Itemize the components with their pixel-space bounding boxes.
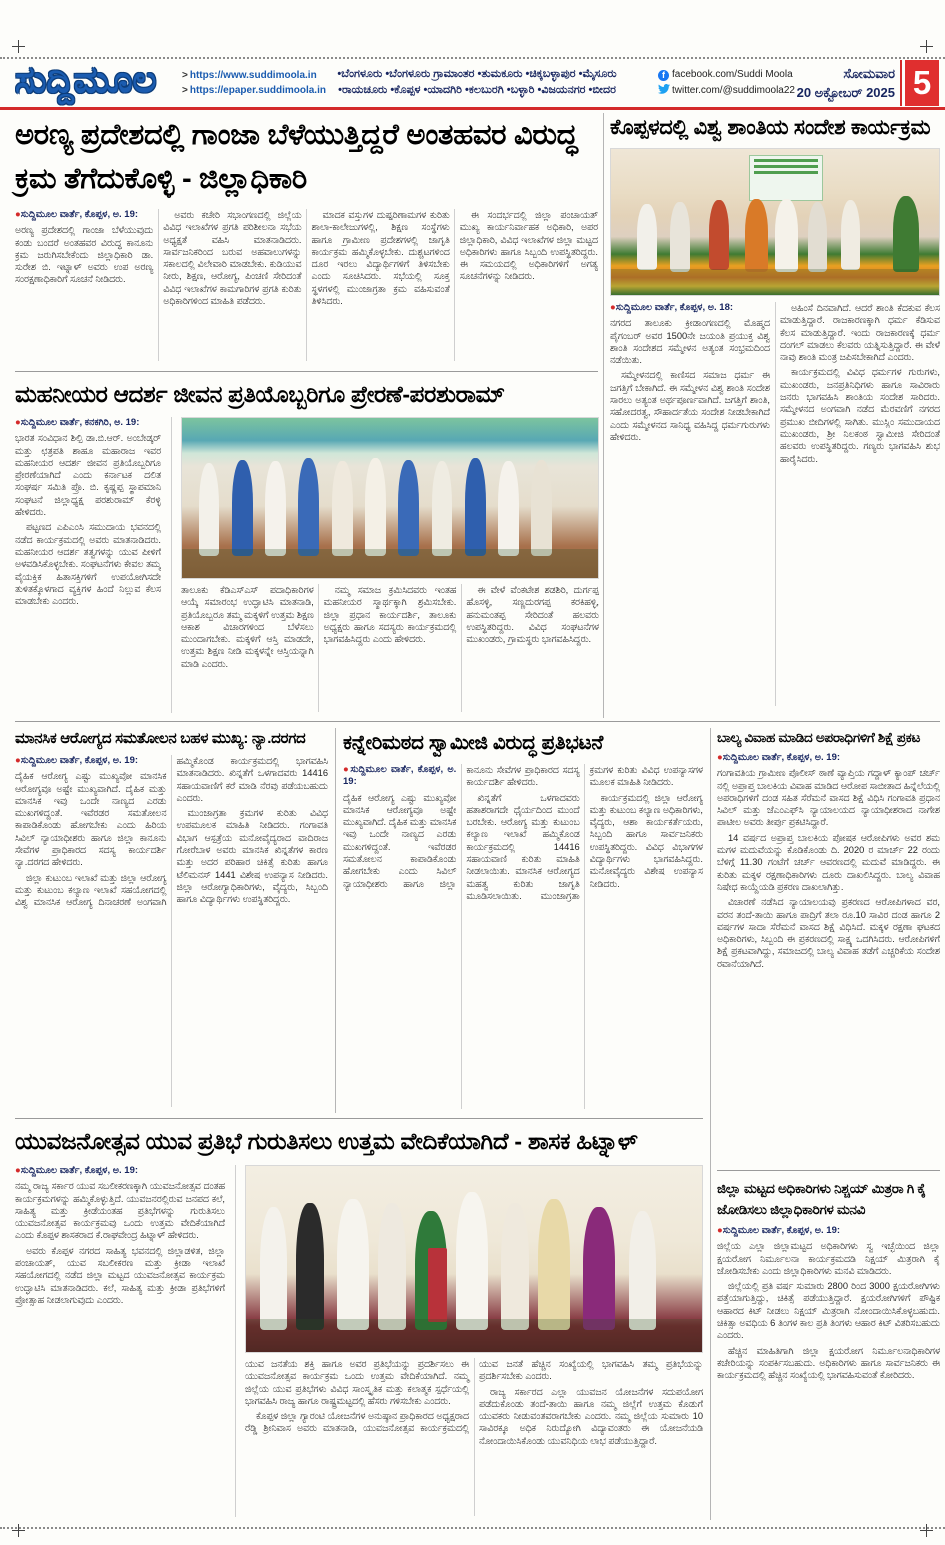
photo-shadow xyxy=(246,1319,702,1352)
twitter-icon xyxy=(658,84,670,94)
person-figure xyxy=(265,461,286,555)
city-edition-list xyxy=(308,66,646,98)
crop-mark-top-left xyxy=(12,40,25,53)
person-figure xyxy=(538,1199,570,1329)
article-paragraph: ಮುಂಜಾಗ್ರತಾ ಕ್ರಮಗಳ ಕುರಿತು ವಿವಿಧ ಉಪಮೂಲಕ ಮಾಹಿತಿ ನೀಡಿದರು. ಗಂಗಾವತಿ ವಿಭಾಗ ಆಸ್ಪತ್ರೆಯ ಮನೋವೈದ್ಯರಾದ ವಾದಿರಾಜ ಗೋರೆಬಾಳ ಅವರು ಮಾನಸಿಕ ಖಿನ್ನತೆಗಳ ಕಾರಣ ಮತ್ತು ಅದರ ಪರಿಹಾರ ಚಿಕಿತ್ಸೆ ಕುರಿತು ಹಾಗೂ ಟೆಲಿಮನಸ್ 1441 ವಿಶೇಷ ಉಪನ್ಯಾಸ ನೀಡಿದರು. ಜಿಲ್ಲಾ ಆರೋಗ್ಯಾಧಿಕಾರಿಗಳು, ವೈದ್ಯರು, ಸಿಬ್ಬಂದಿ ಹಾಗೂ ವಿದ್ಯಾರ್ಥಿಗಳು ಉಪಸ್ಥಿತರಿದ್ದರು. xyxy=(176,808,328,905)
article-protest-headline: ಕನ್ನೇರಿಮಠದ ಸ್ವಾಮೀಜಿ ವಿರುದ್ಧ ಪ್ರತಿಭಟನೆ xyxy=(343,732,604,754)
article-yuva-below xyxy=(245,1358,703,1516)
article-mental xyxy=(15,728,328,1107)
person-figure xyxy=(260,1207,287,1330)
bottom-dotted-rule xyxy=(0,1527,945,1529)
article-adarsha-headline: ಮಹನೀಯರ ಆದರ್ಶ ಜೀವನ ಪ್ರತಿಯೊಬ್ಬರಿಗೂ ಪ್ರೇರಣೆ-ಪರಶುರಾಮ್ xyxy=(15,381,505,407)
person-figure xyxy=(841,200,861,270)
article-paragraph: ಕಾರ್ಯಕ್ರಮದಲ್ಲಿ ವಿವಿಧ ಧರ್ಮಗಳ ಗುರುಗಳು, ಮುಖಂಡರು, ಜನಪ್ರತಿನಿಧಿಗಳು ಹಾಗೂ ಸಾವಿರಾರು ಜನರು ಭಾಗವಹಿಸಿ ಶಾಂತಿಯ ಸಂದೇಶ ಸಾರಿದರು. ಸಮ್ಮೇಳನದ ಅಂಗವಾಗಿ ನಡೆದ ಮೆರವಣಿಗೆ ನಗರದ ಪ್ರಮುಖ ಬೀದಿಗಳಲ್ಲಿ ಸಾಗಿತು. ಮುಸ್ಲಿಂ ಸಮುದಾಯದ ಮುಖಂಡರು, ಶ್ರೀ ನಿಲಕಂಠ ಸ್ವಾಮೀಜಿ ಸೇರಿದಂತೆ ಹಲವರು ಉಪಸ್ಥಿತರಿದ್ದರು. ಗಣ್ಯರು ಭಾಗವಹಿಸಿ ಶುಭ ಹಾರೈಸಿದರು. xyxy=(780,367,940,464)
article-mental-body: ●ಸುದ್ದಿಮೂಲ ವಾರ್ತೆ, ಕೊಪ್ಪಳ, ಅ. 19: ದೈಹಿಕ ಆರೋಗ್ಯ ಎಷ್ಟು ಮುಖ್ಯವೋ ಮಾನಸಿಕ ಆರೋಗ್ಯವೂ ಅಷ್ಟೇ ಮುಖ್ಯವಾಗಿದೆ. ದೈಹಿಕ ಮತ್ತು ಮಾನಸಿಕ ಇವು ಒಂದೇ ನಾಣ್ಯದ ಎರಡು ಮುಖಗಳಿದ್ದಂತೆ. ಇವೆರಡರ ಸಮತೋಲನ ಕಾಪಾಡಿಕೊಂಡು ಹೋಗಬೇಕು ಎಂದು ಹಿರಿಯ ಸಿವಿಲ್ ನ್ಯಾಯಾಧೀಶರು ಹಾಗೂ ಜಿಲ್ಲಾ ಕಾನೂನು ಸೇವೆಗಳ ಪ್ರಾಧಿಕಾರದ ಸದಸ್ಯ ಕಾರ್ಯದರ್ಶಿ ನ್ಯಾ.ದರಗದ ಹೇಳಿದರು. ಜಿಲ್ಲಾ ಕುಟುಂಬ ಇಲಾಖೆ ಮತ್ತು ಜಿಲ್ಲಾ ಆರೋಗ್ಯ ಮತ್ತು ಕುಟುಂಬ ಕಲ್ಯಾಣ ಇಲಾಖೆ ಸಹಯೋಗದಲ್ಲಿ ವಿಶ್ವ ಮಾನಸಿಕ ಆರೋಗ್ಯ ದಿನಾಚರಣೆ ಅಂಗವಾಗಿ ಹಮ್ಮಿಕೊಂಡ ಕಾರ್ಯಕ್ರಮದಲ್ಲಿ ಭಾಗವಹಿಸಿ ಮಾತನಾಡಿದರು. ಖಿನ್ನತೆಗೆ ಒಳಗಾದವರು 14416 ಸಹಾಯವಾಣಿಗೆ ಕರೆ ಮಾಡಿ ನೆರವು ಪಡೆಯಬಹುದು ಎಂದರು. ಮುಂಜಾಗ್ರತಾ ಕ್ರಮಗಳ ಕುರಿತು ವಿವಿಧ ಉಪಮೂಲಕ ಮಾಹಿತಿ ನೀಡಿದರು. ಗಂಗಾವತಿ ವಿಭಾಗ ಆಸ್ಪತ್ರೆಯ ಮನೋವೈದ್ಯರಾದ ವಾದಿರಾಜ ಗೋರೆಬಾಳ ಅವರು ಮಾನಸಿಕ ಖಿನ್ನತೆಗಳ ಕಾರಣ ಮತ್ತು ಅದರ ಪರಿಹಾರ ಚಿಕಿತ್ಸೆ ಕುರಿತು ಹಾಗೂ ಟೆಲಿಮನಸ್ 1441 ವಿಶೇಷ ಉಪನ್ಯಾಸ ನೀಡಿದರು. ಜಿಲ್ಲಾ ಆರೋಗ್ಯಾಧಿಕಾರಿಗಳು, ವೈದ್ಯರು, ಸಿಬ್ಬಂದಿ ಹಾಗೂ ವಿದ್ಯಾರ್ಥಿಗಳು ಉಪಸ್ಥಿತರಿದ್ದರು. xyxy=(15,755,328,908)
article-paragraph: ಪಟ್ಟಣದ ಎಪಿಎಂಸಿ ಸಮುದಾಯ ಭವನದಲ್ಲಿ ನಡೆದ ಕಾರ್ಯಕ್ರಮದಲ್ಲಿ ಅವರು ಮಾತನಾಡಿದರು. ಮಹನೀಯರ ಆದರ್ಶ ತತ್ವಗಳನ್ನು ಯುವ ಪೀಳಿಗೆ ಅಳವಡಿಸಿಕೊಳ್ಳಬೇಕು. ಸಂಘಟನೆಗಳು ಕೇವಲ ತಮ್ಮ ವೈಯಕ್ತಿಕ ಹಿತಾಸಕ್ತಿಗಳಿಗೆ ಉಪಯೋಗಿಸದೇ ತುಳಿತಕ್ಕೊಳಗಾದ ವ್ಯಕ್ತಿಗಳ ಹಿಂದೆ ನಿಲ್ಲುವ ಕೆಲಸ ಮಾಡಬೇಕು ಎಂದರು. xyxy=(15,522,161,607)
article-paragraph: ಭಾರತ ಸಂವಿಧಾನ ಶಿಲ್ಪಿ ಡಾ.ಬಿ.ಆರ್. ಅಂಬೇಡ್ಕರ್ ಮತ್ತು ಛತ್ರಪತಿ ಶಾಹೂ ಮಹಾರಾಜ ಇವರ ಮಹನೀಯರ ಆದರ್ಶ ಜೀವನ ಪ್ರತಿಯೊಬ್ಬರಿಗೂ ಪ್ರೇರಣೆಯಾಗಿದೆ ಎಂದು ಕರ್ನಾಟಕ ದಲಿತ ಸಂಘರ್ಷ ಸಮಿತಿ ಪ್ರೊ. ಬಿ. ಕೃಷ್ಣಪ್ಪ ಸ್ಥಾಪಮಾನಿ ಸಂಘಟನೆ ಜಿಲ್ಲಾಧ್ಯಕ್ಷ ಪರಶುರಾಮ್ ಕೆರಳ್ಳಿ ಹೇಳಿದರು. xyxy=(15,433,161,518)
article-peace xyxy=(610,113,940,706)
article-paragraph: ಜಿಲ್ಲಾ ಕುಟುಂಬ ಇಲಾಖೆ ಮತ್ತು ಜಿಲ್ಲಾ ಆರೋಗ್ಯ ಮತ್ತು ಕುಟುಂಬ ಕಲ್ಯಾಣ ಇಲಾಖೆ ಸಹಯೋಗದಲ್ಲಿ ವಿಶ್ವ ಮಾನಸಿಕ ಆರೋಗ್ಯ ದಿನಾಚರಣೆ ಅಂಗವಾಗಿ ಹಮ್ಮಿಕೊಂಡ ಕಾರ್ಯಕ್ರಮದಲ್ಲಿ ಭಾಗವಹಿಸಿ ಮಾತನಾಡಿದರು. ಖಿನ್ನತೆಗೆ ಒಳಗಾದವರು 14416 ಸಹಾಯವಾಣಿಗೆ ಕರೆ ಮಾಡಿ ನೆರವು ಪಡೆಯಬಹುದು ಎಂದರು. xyxy=(15,756,328,908)
crop-mark-bottom-right xyxy=(920,1524,933,1537)
article-peace-headline: ಕೊಪ್ಪಳದಲ್ಲಿ ವಿಶ್ವ ಶಾಂತಿಯ ಸಂದೇಶ ಕಾರ್ಯಕ್ರಮ xyxy=(610,116,931,139)
column-divider xyxy=(710,728,711,1520)
person-figure xyxy=(465,458,486,556)
article-nikshay xyxy=(717,1178,940,1495)
person-figure xyxy=(337,1199,369,1329)
article-paragraph: ನಮ್ಮ ಸಮಾಜ ಕ್ರಮಿಸಿದವರು ಇಂತಹ ಮಹನೀಯರ ಸ್ಮಾರ್ಥಕ್ಕಾಗಿ ಶ್ರಮಿಸಬೇಕು. ಜಿಲ್ಲಾ ಪ್ರಧಾನ ಕಾರ್ಯದರ್ಶಿ, ತಾಲೂಕು ಅಧ್ಯಕ್ಷರು ಹಾಗೂ ಸದಸ್ಯರು ಕಾರ್ಯಕ್ರಮದಲ್ಲಿ ಭಾಗವಹಿಸಿದ್ದರು ಎಂದು ಹೇಳಿದರು. xyxy=(323,585,457,645)
stage-banner xyxy=(749,155,823,201)
photo-shadow xyxy=(611,269,939,295)
article-adarsha-intro: ●ಸುದ್ದಿಮೂಲ ವಾರ್ತೆ, ಕನಕಗಿರಿ, ಅ. 19: ಭಾರತ ಸಂವಿಧಾನ ಶಿಲ್ಪಿ ಡಾ.ಬಿ.ಆರ್. ಅಂಬೇಡ್ಕರ್ ಮತ್ತು ಛತ್ರಪತಿ ಶಾಹೂ ಮಹಾರಾಜ ಇವರ ಮಹನೀಯರ ಆದರ್ಶ ಜೀವನ ಪ್ರತಿಯೊಬ್ಬರಿಗೂ ಪ್ರೇರಣೆಯಾಗಿದೆ ಎಂದು ಕರ್ನಾಟಕ ದಲಿತ ಸಂಘರ್ಷ ಸಮಿತಿ ಪ್ರೊ. ಬಿ. ಕೃಷ್ಣಪ್ಪ ಸ್ಥಾಪಮಾನಿ ಸಂಘಟನೆ ಜಿಲ್ಲಾಧ್ಯಕ್ಷ ಪರಶುರಾಮ್ ಕೆರಳ್ಳಿ ಹೇಳಿದರು. ಪಟ್ಟಣದ ಎಪಿಎಂಸಿ ಸಮುದಾಯ ಭವನದಲ್ಲಿ ನಡೆದ ಕಾರ್ಯಕ್ರಮದಲ್ಲಿ ಅವರು ಮಾತನಾಡಿದರು. ಮಹನೀಯರ ಆದರ್ಶ ತತ್ವಗಳನ್ನು ಯುವ ಪೀಳಿಗೆ ಅಳವಡಿಸಿಕೊಳ್ಳಬೇಕು. ಸಂಘಟನೆಗಳು ಕೇವಲ ತಮ್ಮ ವೈಯಕ್ತಿಕ ಹಿತಾಸಕ್ತಿಗಳಿಗೆ ಉಪಯೋಗಿಸದೇ ತುಳಿತಕ್ಕೊಳಗಾದ ವ್ಯಕ್ತಿಗಳ ಹಿಂದೆ ನಿಲ್ಲುವ ಕೆಲಸ ಮಾಡಬೇಕು ಎಂದರು. xyxy=(15,417,161,607)
person-figure xyxy=(629,1211,656,1330)
person-figure xyxy=(498,461,519,555)
person-figure xyxy=(808,202,828,272)
page-number-divider xyxy=(900,60,902,106)
epaper-links xyxy=(182,68,326,98)
byline-bullet-icon: ● xyxy=(343,764,351,775)
article-nikshay-body: ●ಸುದ್ದಿಮೂಲ ವಾರ್ತೆ, ಕೊಪ್ಪಳ, ಅ. 19: ಜಿಲ್ಲೆಯ ಎಲ್ಲಾ ಜಿಲ್ಲಾಮಟ್ಟದ ಅಧಿಕಾರಿಗಳು ಸ್ವ ಇಚ್ಛೆಯಿಂದ ಜಿಲ್ಲಾ ಕ್ಷಯರೋಗ ನಿರ್ಮೂಲನಾ ಕಾರ್ಯಕ್ರಮದಡಿ ನಿಕ್ಷಯ್ ಮಿತ್ರರಾಗಿ ಕೈ ಜೋಡಿಸಬೇಕು ಎಂದು ಜಿಲ್ಲಾಧಿಕಾರಿಗಳು ಮನವಿ ಮಾಡಿದರು. ಜಿಲ್ಲೆಯಲ್ಲಿ ಪ್ರತಿ ವರ್ಷ ಸುಮಾರು 2800 ರಿಂದ 3000 ಕ್ಷಯರೋಗಿಗಳು ಪತ್ತೆಯಾಗುತ್ತಿದ್ದು, ಚಿಕಿತ್ಸೆ ಪಡೆಯುತ್ತಿದ್ದಾರೆ. ಕ್ಷಯರೋಗಿಗಳಿಗೆ ಪೌಷ್ಟಿಕ ಆಹಾರದ ಕಿಟ್ ನೀಡಲು ನಿಕ್ಷಯ್ ಮಿತ್ರರಾಗಿ ನೋಂದಾಯಿಸಿಕೊಳ್ಳಬಹುದು. ಚಿಕಿತ್ಸಾ ಅವಧಿಯ 6 ತಿಂಗಳ ಕಾಲ ಪ್ರತಿ ತಿಂಗಳು ಆಹಾರ ಕಿಟ್ ವಿತರಿಸಬಹುದು ಎಂದರು. ಹೆಚ್ಚಿನ ಮಾಹಿತಿಗಾಗಿ ಜಿಲ್ಲಾ ಕ್ಷಯರೋಗ ನಿರ್ಮೂಲನಾಧಿಕಾರಿಗಳ ಕಚೇರಿಯನ್ನು ಸಂಪರ್ಕಿಸಬಹುದು. ಅಧಿಕಾರಿಗಳು ಹಾಗೂ ಸಾರ್ವಜನಿಕರು ಈ ಕಾರ್ಯಕ್ರಮದಲ್ಲಿ ಹೆಚ್ಚಿನ ಸಂಖ್ಯೆಯಲ್ಲಿ ಭಾಗವಹಿಸುವಂತೆ ಕೋರಿದರು. xyxy=(717,1225,940,1381)
person-figure xyxy=(637,204,657,270)
article-protest xyxy=(343,728,703,1109)
crop-mark-top-right xyxy=(920,40,933,53)
caret-icon: > xyxy=(182,85,188,96)
city-list-line2: •ರಾಯಚೂರು •ಕೊಪ್ಪಳ •ಯಾದಗಿರಿ •ಕಲಬುರಗಿ •ಬಳ್ಳಾರಿ •ವಿಜಯನಗರ •ಬೀದರ xyxy=(338,84,616,96)
article-paragraph: ಗಂಗಾವತಿಯ ಗ್ರಾಮೀಣ ಪೊಲೀಸ್ ಠಾಣೆ ವ್ಯಾಪ್ತಿಯ ಗದ್ದಾಳ್ ಕ್ಯಾಂಪ್ ಚರ್ಚ್ ನಲ್ಲಿ ಅಪ್ರಾಪ್ತ ಬಾಲಕಿಯ ವಿವಾಹ ಮಾಡಿದ ಆರೋಪ ಸಾಬೀತಾದ ಹಿನ್ನೆಲೆಯಲ್ಲಿ ಅಪರಾಧಿಗಳಿಗೆ ದಂಡ ಸಹಿತ ಸೆರೆಮನೆ ವಾಸದ ಶಿಕ್ಷೆ ವಿಧಿಸಿ ಗಂಗಾವತಿ ಪ್ರಧಾನ ಸಿವಿಲ್ ಮತ್ತು ಜೆಎಂಎಫ್‌ಸಿ ನ್ಯಾಯಾಲಯದ ನ್ಯಾಯಾಧೀಶರಾದ ನಾಗೇಶ ಪಾಟೀಲ ಅವರು ತೀರ್ಪು ಪ್ರಕಟಿಸಿದ್ದಾರೆ. xyxy=(717,768,940,828)
person-figure xyxy=(296,1203,323,1329)
article-peace-body: ●ಸುದ್ದಿಮೂಲ ವಾರ್ತೆ, ಕೊಪ್ಪಳ, ಅ. 18: ನಗರದ ತಾಲೂಕು ಕ್ರೀಡಾಂಗಣದಲ್ಲಿ ಮೊಹ್ಮದ ಪೈಗಂಬರ್ ಅವರ 1500ನೇ ಜಯಂತಿ ಪ್ರಯುಕ್ತ ವಿಶ್ವ ಶಾಂತಿ ಸಂದೇಶದ ಸಮ್ಮೇಳನ ಅತ್ಯಂತ ಸಂಭ್ರಮದಿಂದ ನಡೆಯಿತು. ಸಮ್ಮೇಳನದಲ್ಲಿ ಕಾಣಿಸದ ಸಮಾಜ ಧರ್ಮ ಈ ಜಗತ್ತಿಗೆ ಬೇಕಾಗಿದೆ. ಈ ಸಮ್ಮೇಳನ ವಿಶ್ವ ಶಾಂತಿ ಸಂದೇಶ ಸಾರಲು ಅತ್ಯಂತ ಅರ್ಥಪೂರ್ಣವಾಗಿದೆ. ಜಗತ್ತಿಗೆ ಶಾಂತಿ, ಸಹೋದರತ್ವ, ಸೌಹಾರ್ದತೆಯ ಸಂದೇಶ ನೀಡಬೇಕಾಗಿದೆ ಎಂದು ಸಮ್ಮೇಳನದ ಸಾನಿಧ್ಯ ವಹಿಸಿದ್ದ ಧರ್ಮಗುರುಗಳು ಹೇಳಿದರು. ಅಹಿಂಸೆ ದಿನವಾಗಿದೆ. ಆದರೆ ಶಾಂತಿ ಕೆದಕುವ ಕೆಲಸ ಮಾಡುತ್ತಿದ್ದಾರೆ. ರಾಜಕಾರಣಕ್ಕಾಗಿ ಧರ್ಮ ಕೆಡಿಸುವ ಕೆಲಸ ಮಾಡುತ್ತಿದ್ದಾರೆ. ಇಂದು ರಾಜಕಾರಣಕ್ಕೆ ಧರ್ಮ ದಂಗಲ್ ಮಾಡಲು ಕೆಲವರು ಯತ್ನಿಸುತ್ತಿದ್ದಾರೆ. ಈ ವೇಳೆ ನಾವು ಶಾಂತಿ ಮಂತ್ರ ಜಪಿಸಬೇಕಾಗಿದೆ ಎಂದರು. ಕಾರ್ಯಕ್ರಮದಲ್ಲಿ ವಿವಿಧ ಧರ್ಮಗಳ ಗುರುಗಳು, ಮುಖಂಡರು, ಜನಪ್ರತಿನಿಧಿಗಳು ಹಾಗೂ ಸಾವಿರಾರು ಜನರು ಭಾಗವಹಿಸಿ ಶಾಂತಿಯ ಸಂದೇಶ ಸಾರಿದರು. ಸಮ್ಮೇಳನದ ಅಂಗವಾಗಿ ನಡೆದ ಮೆರವಣಿಗೆ ನಗರದ ಪ್ರಮುಖ ಬೀದಿಗಳಲ್ಲಿ ಸಾಗಿತು. ಮುಸ್ಲಿಂ ಸಮುದಾಯದ ಮುಖಂಡರು, ಶ್ರೀ ನಿಲಕಂಠ ಸ್ವಾಮೀಜಿ ಸೇರಿದಂತೆ ಹಲವರು ಉಪಸ್ಥಿತರಿದ್ದರು. ಗಣ್ಯರು ಭಾಗವಹಿಸಿ ಶುಭ ಹಾರೈಸಿದರು. xyxy=(610,302,940,464)
crop-mark-bottom-left xyxy=(12,1524,25,1537)
article-paragraph: ಅವರು ಕೊಪ್ಪಳ ನಗರದ ಸಾಹಿತ್ಯ ಭವನದಲ್ಲಿ ಜಿಲ್ಲಾಡಳಿತ, ಜಿಲ್ಲಾ ಪಂಚಾಯತ್, ಯುವ ಸಬಲೀಕರಣ ಮತ್ತು ಕ್ರೀಡಾ ಇಲಾಖೆ ಸಹಯೋಗದಲ್ಲಿ ನಡೆದ ಜಿಲ್ಲಾ ಮಟ್ಟದ ಯುವಜನೋತ್ಸವ ಕಾರ್ಯಕ್ರಮ ಉದ್ಘಾಟಿಸಿ ಮಾತನಾಡಿದರು. ಕಲೆ, ಸಾಹಿತ್ಯ ಮತ್ತು ಕ್ರೀಡಾ ಪ್ರತಿಭೆಗಳಿಗೆ ಪ್ರೋತ್ಸಾಹ ನೀಡಲಾಗುವುದು ಎಂದರು. xyxy=(15,1245,225,1305)
masthead-logo: ಸುದ್ದಿಮೂಲ xyxy=(15,59,157,100)
facebook-icon: f xyxy=(658,70,669,81)
page-number-badge: 5 xyxy=(905,60,939,106)
article-paragraph: ರಾಜ್ಯ ಸರ್ಕಾರದ ಎಲ್ಲಾ ಯುವಜನ ಯೋಜನೆಗಳ ಸದುಪಯೋಗ ಪಡೆದುಕೊಂಡು ತಂದೆ-ತಾಯಿ ಹಾಗೂ ನಮ್ಮ ಜಿಲ್ಲೆಗೆ ಉತ್ತಮ ಕೊಡುಗೆ ಯುವಕರು ನೀಡುವಂತವರಾಗಬೇಕು ಎಂದರು. ನಮ್ಮ ಜಿಲ್ಲೆಯ ಸುಮಾರು 10 ಸಾವಿರಕ್ಕೂ ಅಧಿಕ ನಿರುದ್ಯೋಗಿ ವಿದ್ಯಾವಂತರು ಈ ಯೋಜನೆಯಡಿ ನೋಂದಾಯಿಸಿಕೊಂಡು ಯುವನಿಧಿಯ ಲಾಭ ಪಡೆಯುತ್ತಿದ್ದಾರೆ. xyxy=(479,1386,703,1446)
article-child-marriage-body: ●ಸುದ್ದಿಮೂಲ ವಾರ್ತೆ, ಕೊಪ್ಪಳ, ಅ. 19: ಗಂಗಾವತಿಯ ಗ್ರಾಮೀಣ ಪೊಲೀಸ್ ಠಾಣೆ ವ್ಯಾಪ್ತಿಯ ಗದ್ದಾಳ್ ಕ್ಯಾಂಪ್ ಚರ್ಚ್ ನಲ್ಲಿ ಅಪ್ರಾಪ್ತ ಬಾಲಕಿಯ ವಿವಾಹ ಮಾಡಿದ ಆರೋಪ ಸಾಬೀತಾದ ಹಿನ್ನೆಲೆಯಲ್ಲಿ ಅಪರಾಧಿಗಳಿಗೆ ದಂಡ ಸಹಿತ ಸೆರೆಮನೆ ವಾಸದ ಶಿಕ್ಷೆ ವಿಧಿಸಿ ಗಂಗಾವತಿ ಪ್ರಧಾನ ಸಿವಿಲ್ ಮತ್ತು ಜೆಎಂಎಫ್‌ಸಿ ನ್ಯಾಯಾಲಯದ ನ್ಯಾಯಾಧೀಶರಾದ ನಾಗೇಶ ಪಾಟೀಲ ಅವರು ತೀರ್ಪು ಪ್ರಕಟಿಸಿದ್ದಾರೆ. 14 ವರ್ಷದ ಅಪ್ರಾಪ್ತ ಬಾಲಕಿಯ ಪೋಷಕ ಆರೋಪಿಗಳು ಅವರ ಶಮ ಮಗಳ ಮದುವೆಯನ್ನು ಕೊಡಿಕೊಂಡು ದಿ. 2020 ರ ಮಾರ್ಚ್ 22 ರಂದು ಬೆಳಿಗ್ಗೆ 11.30 ಗಂಟೆಗೆ ಚರ್ಚ್ ಆವರಣದಲ್ಲಿ ಮದುವೆ ಮಾಡಿದ್ದರು. ಈ ಕುರಿತು ಮಕ್ಕಳ ರಕ್ಷಣಾಧಿಕಾರಿಗಳು ದೂರು ದಾಖಲಿಸಿದ್ದರು. ಬಾಲ್ಯ ವಿವಾಹ ನಿಷೇಧ ಕಾಯ್ದೆಯಡಿ ಪ್ರಕರಣ ದಾಖಲಾಗಿತ್ತು. ವಿಚಾರಣೆ ನಡೆಸಿದ ನ್ಯಾಯಾಲಯವು ಪ್ರಕರಣದ ಆರೋಪಿಗಳಾದ ವರ, ವರನ ತಂದೆ-ತಾಯಿ ಹಾಗೂ ಪಾದ್ರಿಗೆ ತಲಾ ರೂ.10 ಸಾವಿರ ದಂಡ ಹಾಗೂ 2 ವರ್ಷಗಳ ಸಾದಾ ಸೆರೆಮನೆ ವಾಸದ ಶಿಕ್ಷೆ ವಿಧಿಸಿದೆ. ಮಕ್ಕಳ ರಕ್ಷಣಾ ಘಟಕದ ಅಧಿಕಾರಿಗಳು, ಸಿಬ್ಬಂದಿ ಈ ಪ್ರಕರಣದಲ್ಲಿ ಸಾಕ್ಷ್ಯ ಒದಗಿಸಿದರು. ಆರೋಪಿಗಳಿಗೆ ಶಿಕ್ಷೆ ಪ್ರಕಟವಾಗಿದ್ದು, ಸಮಾಜದಲ್ಲಿ ಬಾಲ್ಯ ವಿವಾಹ ತಡೆಗೆ ಎಚ್ಚರಿಕೆಯ ಸಂದೇಶ ರವಾನೆಯಾಗಿದೆ. xyxy=(717,752,940,969)
photo-peace-event xyxy=(610,148,940,296)
article-paragraph: 14 ವರ್ಷದ ಅಪ್ರಾಪ್ತ ಬಾಲಕಿಯ ಪೋಷಕ ಆರೋಪಿಗಳು ಅವರ ಶಮ ಮಗಳ ಮದುವೆಯನ್ನು ಕೊಡಿಕೊಂಡು ದಿ. 2020 ರ ಮಾರ್ಚ್ 22 ರಂದು ಬೆಳಿಗ್ಗೆ 11.30 ಗಂಟೆಗೆ ಚರ್ಚ್ ಆವರಣದಲ್ಲಿ ಮದುವೆ ಮಾಡಿದ್ದರು. ಈ ಕುರಿತು ಮಕ್ಕಳ ರಕ್ಷಣಾಧಿಕಾರಿಗಳು ದೂರು ದಾಖಲಿಸಿದ್ದರು. ಬಾಲ್ಯ ವಿವಾಹ ನಿಷೇಧ ಕಾಯ್ದೆಯಡಿ ಪ್ರಕರಣ ದಾಖಲಾಗಿತ್ತು. xyxy=(717,832,940,892)
person-figure xyxy=(670,202,690,272)
article-adarsha xyxy=(15,377,598,713)
section-divider xyxy=(15,371,598,372)
section-divider xyxy=(15,1118,703,1119)
byline-bullet-icon: ● xyxy=(610,302,616,313)
article-paragraph: ಈ ವೇಳೆ ವೆಂಕಟೇಶ ಶಡಶಿರಿ, ದುರ್ಗಪ್ಪ ಹೊಸಳ್ಳಿ, ಸಣ್ಣದುರಗಪ್ಪ ಕರಕಿಹಳ್ಳಿ, ಹನುಮಂತಪ್ಪ ಸೇರಿದಂತೆ ಹಲವರು ಉಪಸ್ಥಿತರಿದ್ದರು. ವಿವಿಧ ಸಂಘಟನೆಗಳ ಮುಖಂಡರು, ಗ್ರಾಮಸ್ಥರು ಭಾಗವಹಿಸಿದ್ದರು. xyxy=(466,585,599,645)
article-yuva-intro: ●ಸುದ್ದಿಮೂಲ ವಾರ್ತೆ, ಕೊಪ್ಪಳ, ಅ. 19: ನಮ್ಮ ರಾಜ್ಯ ಸರ್ಕಾರ ಯುವ ಸಬಲೀಕರಣಕ್ಕಾಗಿ ಯುವಜನೋತ್ಸವ ದಂತಹ ಕಾರ್ಯಕ್ರಮಗಳನ್ನು ಹಮ್ಮಿಕೊಳ್ಳುತ್ತಿದೆ. ಯುವಜನರಲ್ಲಿರುವ ಜನಪದ ಕಲೆ, ಸಾಹಿತ್ಯ ಮತ್ತು ಕ್ರೀಡೆಯಂತಹ ಪ್ರತಿಭೆಗಳನ್ನು ಗುರುತಿಸಲು ಯುವಜನೋತ್ಸವ ಕಾರ್ಯಕ್ರಮವು ಒಂದು ಉತ್ತಮ ವೇದಿಕೆಯಾಗಿದೆ ಎಂದು ಕೊಪ್ಪಳ ಶಾಸಕರಾದ ಕೆ.ರಾಘವೇಂದ್ರ ಹಿಟ್ನಾಳ್ ಹೇಳಿದರು. ಅವರು ಕೊಪ್ಪಳ ನಗರದ ಸಾಹಿತ್ಯ ಭವನದಲ್ಲಿ ಜಿಲ್ಲಾಡಳಿತ, ಜಿಲ್ಲಾ ಪಂಚಾಯತ್, ಯುವ ಸಬಲೀಕರಣ ಮತ್ತು ಕ್ರೀಡಾ ಇಲಾಖೆ ಸಹಯೋಗದಲ್ಲಿ ನಡೆದ ಜಿಲ್ಲಾ ಮಟ್ಟದ ಯುವಜನೋತ್ಸವ ಕಾರ್ಯಕ್ರಮ ಉದ್ಘಾಟಿಸಿ ಮಾತನಾಡಿದರು. ಕಲೆ, ಸಾಹಿತ್ಯ ಮತ್ತು ಕ್ರೀಡಾ ಪ್ರತಿಭೆಗಳಿಗೆ ಪ್ರೋತ್ಸಾಹ ನೀಡಲಾಗುವುದು ಎಂದರು. xyxy=(15,1165,225,1305)
article-adarsha-below xyxy=(181,584,599,712)
article-paragraph: ಹೆಚ್ಚಿನ ಮಾಹಿತಿಗಾಗಿ ಜಿಲ್ಲಾ ಕ್ಷಯರೋಗ ನಿರ್ಮೂಲನಾಧಿಕಾರಿಗಳ ಕಚೇರಿಯನ್ನು ಸಂಪರ್ಕಿಸಬಹುದು. ಅಧಿಕಾರಿಗಳು ಹಾಗೂ ಸಾರ್ವಜನಿಕರು ಈ ಕಾರ್ಯಕ್ರಮದಲ್ಲಿ ಹೆಚ್ಚಿನ ಸಂಖ್ಯೆಯಲ್ಲಿ ಭಾಗವಹಿಸುವಂತೆ ಕೋರಿದರು. xyxy=(717,1345,940,1381)
article-yuva xyxy=(15,1124,703,1517)
person-figure xyxy=(378,1203,405,1329)
byline-bullet-icon: ● xyxy=(15,209,21,220)
person-figure xyxy=(501,1203,528,1329)
day-label: ಸೋಮವಾರ xyxy=(843,66,895,81)
article-mental-headline: ಮಾನಸಿಕ ಆರೋಗ್ಯದ ಸಮತೋಲನ ಬಹಳ ಮುಖ್ಯ: ನ್ಯಾ.ದರಗದ xyxy=(15,730,306,747)
article-ganja xyxy=(15,113,598,361)
article-child-marriage xyxy=(717,728,940,1152)
article-paragraph: ದೈಹಿಕ ಆರೋಗ್ಯ ಎಷ್ಟು ಮುಖ್ಯವೋ ಮಾನಸಿಕ ಆರೋಗ್ಯವೂ ಅಷ್ಟೇ ಮುಖ್ಯವಾಗಿದೆ. ದೈಹಿಕ ಮತ್ತು ಮಾನಸಿಕ ಇವು ಒಂದೇ ನಾಣ್ಯದ ಎರಡು ಮುಖಗಳಿದ್ದಂತೆ. ಇವೆರಡರ ಸಮತೋಲನ ಕಾಪಾಡಿಕೊಂಡು ಹೋಗಬೇಕು ಎಂದು ಹಿರಿಯ ಸಿವಿಲ್ ನ್ಯಾಯಾಧೀಶರು ಹಾಗೂ ಜಿಲ್ಲಾ ಕಾನೂನು ಸೇವೆಗಳ ಪ್ರಾಧಿಕಾರದ ಸದಸ್ಯ ಕಾರ್ಯದರ್ಶಿ ನ್ಯಾ.ದರಗದ ಹೇಳಿದರು. xyxy=(15,771,167,868)
person-figure xyxy=(365,458,386,556)
article-paragraph: ಮಾದಕ ವಸ್ತುಗಳ ದುಷ್ಪರಿಣಾಮಗಳ ಕುರಿತು ಶಾಲಾ-ಕಾಲೇಜುಗಳಲ್ಲಿ, ಶಿಕ್ಷಣ ಸಂಸ್ಥೆಗಳು ಹಾಗೂ ಗ್ರಾಮೀಣ ಪ್ರದೇಶಗಳಲ್ಲಿ ಜಾಗೃತಿ ಕಾರ್ಯಕ್ರಮ ಹಮ್ಮಿಕೊಳ್ಳಬೇಕು. ದುಶ್ಚಟಗಳಿಂದ ದೂರ ಇರಲು ವಿದ್ಯಾರ್ಥಿಗಳಿಗೆ ತಿಳಿಸಬೇಕು ಎಂದು ಸೂಚಿಸಿದರು. ಸಭೆಯಲ್ಲಿ ಸೂಕ್ತ ಸ್ಥಳಗಳಲ್ಲಿ ಮುಂಜಾಗ್ರತಾ ಕ್ರಮ ವಹಿಸುವಂತೆ ತಿಳಿಸಿದರು. xyxy=(311,210,450,307)
date-label: 20 ಅಕ್ಟೋಬರ್ 2025 xyxy=(796,85,895,100)
article-paragraph: ದೈಹಿಕ ಆರೋಗ್ಯ ಎಷ್ಟು ಮುಖ್ಯವೋ ಮಾನಸಿಕ ಆರೋಗ್ಯವೂ ಅಷ್ಟೇ ಮುಖ್ಯವಾಗಿದೆ. ದೈಹಿಕ ಮತ್ತು ಮಾನಸಿಕ ಇವು ಒಂದೇ ನಾಣ್ಯದ ಎರಡು ಮುಖಗಳಿದ್ದಂತೆ. ಇವೆರಡರ ಸಮತೋಲನ ಕಾಪಾಡಿಕೊಂಡು ಹೋಗಬೇಕು ಎಂದು ಸಿವಿಲ್ ನ್ಯಾಯಾಧೀಶರು ಹಾಗೂ ಜಿಲ್ಲಾ ಕಾನೂನು ಸೇವೆಗಳ ಪ್ರಾಧಿಕಾರದ ಸದಸ್ಯ ಕಾರ್ಯದರ್ಶಿ ಹೇಳಿದರು. xyxy=(343,765,580,889)
person-figure xyxy=(583,1207,615,1330)
byline-bullet-icon: ● xyxy=(15,1165,21,1176)
article-yuva-headline: ಯುವಜನೋತ್ಸವ ಯುವ ಪ್ರತಿಭೆ ಗುರುತಿಸಲು ಉತ್ತಮ ವೇದಿಕೆಯಾಗಿದೆ - ಶಾಸಕ ಹಿಟ್ನಾಳ್ xyxy=(15,1128,638,1154)
section-divider xyxy=(717,1170,940,1171)
byline-bullet-icon: ● xyxy=(15,755,21,766)
date-block xyxy=(790,64,895,102)
article-paragraph: ಕಾರ್ಯಕ್ರಮದಲ್ಲಿ ಜಿಲ್ಲಾ ಆರೋಗ್ಯ ಮತ್ತು ಕುಟುಂಬ ಕಲ್ಯಾಣ ಅಧಿಕಾರಿಗಳು, ವೈದ್ಯರು, ಆಶಾ ಕಾರ್ಯಕರ್ತೆಯರು, ಸಿಬ್ಬಂದಿ ಹಾಗೂ ಸಾರ್ವಜನಿಕರು ಉಪಸ್ಥಿತರಿದ್ದರು. ವಿವಿಧ ವಿಭಾಗಗಳ ವಿದ್ಯಾರ್ಥಿಗಳು ಭಾಗವಹಿಸಿದ್ದರು. ಮನೋವೈದ್ಯರು ವಿಶೇಷ ಉಪನ್ಯಾಸ ನೀಡಿದರು. xyxy=(589,792,703,889)
column-divider xyxy=(603,113,604,718)
garland xyxy=(428,1248,446,1322)
article-paragraph: ವಿಚಾರಣೆ ನಡೆಸಿದ ನ್ಯಾಯಾಲಯವು ಪ್ರಕರಣದ ಆರೋಪಿಗಳಾದ ವರ, ವರನ ತಂದೆ-ತಾಯಿ ಹಾಗೂ ಪಾದ್ರಿಗೆ ತಲಾ ರೂ.10 ಸಾವಿರ ದಂಡ ಹಾಗೂ 2 ವರ್ಷಗಳ ಸಾದಾ ಸೆರೆಮನೆ ವಾಸದ ಶಿಕ್ಷೆ ವಿಧಿಸಿದೆ. ಮಕ್ಕಳ ರಕ್ಷಣಾ ಘಟಕದ ಅಧಿಕಾರಿಗಳು, ಸಿಬ್ಬಂದಿ ಈ ಪ್ರಕರಣದಲ್ಲಿ ಸಾಕ್ಷ್ಯ ಒದಗಿಸಿದರು. ಆರೋಪಿಗಳಿಗೆ ಶಿಕ್ಷೆ ಪ್ರಕಟವಾಗಿದ್ದು, ಸಮಾಜದಲ್ಲಿ ಬಾಲ್ಯ ವಿವಾಹ ತಡೆಗೆ ಎಚ್ಚರಿಕೆಯ ಸಂದೇಶ ರವಾನೆಯಾಗಿದೆ. xyxy=(717,897,940,969)
article-paragraph: ಸಮ್ಮೇಳನದಲ್ಲಿ ಕಾಣಿಸದ ಸಮಾಜ ಧರ್ಮ ಈ ಜಗತ್ತಿಗೆ ಬೇಕಾಗಿದೆ. ಈ ಸಮ್ಮೇಳನ ವಿಶ್ವ ಶಾಂತಿ ಸಂದೇಶ ಸಾರಲು ಅತ್ಯಂತ ಅರ್ಥಪೂರ್ಣವಾಗಿದೆ. ಜಗತ್ತಿಗೆ ಶಾಂತಿ, ಸಹೋದರತ್ವ, ಸೌಹಾರ್ದತೆಯ ಸಂದೇಶ ನೀಡಬೇಕಾಗಿದೆ ಎಂದು ಸಮ್ಮೇಳನದ ಸಾನಿಧ್ಯ ವಹಿಸಿದ್ದ ಧರ್ಮಗುರುಗಳು ಹೇಳಿದರು. xyxy=(610,370,770,442)
column-divider xyxy=(335,728,336,1113)
caret-icon: > xyxy=(182,70,188,81)
article-paragraph: ಖಿನ್ನತೆಗೆ ಒಳಗಾದವರು ಹತಾಶರಾಗದೇ ಧೈರ್ಯದಿಂದ ಮುಂದೆ ಬರಬೇಕು. ಆರೋಗ್ಯ ಮತ್ತು ಕುಟುಂಬ ಕಲ್ಯಾಣ ಇಲಾಖೆ ಹಮ್ಮಿಕೊಂಡ ಕಾರ್ಯಕ್ರಮದಲ್ಲಿ 14416 ಸಹಾಯವಾಣಿ ಕುರಿತು ಮಾಹಿತಿ ನೀಡಲಾಯಿತು. ಮಾನಸಿಕ ಆರೋಗ್ಯದ ಮಹತ್ವ ಕುರಿತು ಜಾಗೃತಿ ಮೂಡಿಸಲಾಯಿತು. ಮುಂಜಾಗ್ರತಾ ಕ್ರಮಗಳ ಕುರಿತು ವಿವಿಧ ಉಪನ್ಯಾಸಗಳ ಮೂಲಕ ಮಾಹಿತಿ ನೀಡಿದರು. xyxy=(466,765,703,901)
article-paragraph: ಈ ಸಂದರ್ಭದಲ್ಲಿ ಜಿಲ್ಲಾ ಪಂಚಾಯತ್ ಮುಖ್ಯ ಕಾರ್ಯನಿರ್ವಾಹಕ ಅಧಿಕಾರಿ, ಅಪರ ಜಿಲ್ಲಾಧಿಕಾರಿ, ವಿವಿಧ ಇಲಾಖೆಗಳ ಜಿಲ್ಲಾ ಮಟ್ಟದ ಅಧಿಕಾರಿಗಳು ಹಾಗೂ ಸಿಬ್ಬಂದಿ ಉಪಸ್ಥಿತರಿದ್ದರು. ಈ ಸಮಯದಲ್ಲಿ ಅಧಿಕಾರಿಗಳಿಗೆ ಅಗತ್ಯ ಸೂಚನೆಗಳನ್ನು ನೀಡಿದರು. xyxy=(459,210,598,282)
person-figure xyxy=(398,460,419,556)
person-figure xyxy=(456,1192,488,1330)
city-list-line1: •ಬೆಂಗಳೂರು •ಬೆಂಗಳೂರು ಗ್ರಾಮಾಂತರ •ತುಮಕೂರು •ಚಿಕ್ಕಬಳ್ಳಾಪುರ •ಮೈಸೂರು xyxy=(337,68,617,80)
person-figure xyxy=(775,199,798,272)
person-figure xyxy=(709,200,729,270)
article-paragraph: ಜಿಲ್ಲೆಯಲ್ಲಿ ಪ್ರತಿ ವರ್ಷ ಸುಮಾರು 2800 ರಿಂದ 3000 ಕ್ಷಯರೋಗಿಗಳು ಪತ್ತೆಯಾಗುತ್ತಿದ್ದು, ಚಿಕಿತ್ಸೆ ಪಡೆಯುತ್ತಿದ್ದಾರೆ. ಕ್ಷಯರೋಗಿಗಳಿಗೆ ಪೌಷ್ಟಿಕ ಆಹಾರದ ಕಿಟ್ ನೀಡಲು ನಿಕ್ಷಯ್ ಮಿತ್ರರಾಗಿ ನೋಂದಾಯಿಸಿಕೊಳ್ಳಬಹುದು. ಚಿಕಿತ್ಸಾ ಅವಧಿಯ 6 ತಿಂಗಳ ಕಾಲ ಪ್ರತಿ ತಿಂಗಳು ಆಹಾರ ಕಿಟ್ ವಿತರಿಸಬಹುದು ಎಂದರು. xyxy=(717,1281,940,1341)
article-paragraph: ತಾಲೂಕು ಕೆಡಿಎಸ್‌ಎಸ್ ಪದಾಧಿಕಾರಿಗಳ ಆಯ್ಕೆ ಸಮಾರಂಭ ಉದ್ಘಾಟಿಸಿ ಮಾತನಾಡಿ, ಪ್ರತಿಯೊಬ್ಬರೂ ತಮ್ಮ ಮಕ್ಕಳಿಗೆ ಉತ್ತಮ ಶಿಕ್ಷಣ ಆಕಾಶ ವಿಚಾರಗಳಿಂದ ಬೆಳೆಸಲು ಮುಂದಾಗಬೇಕು. ಮಕ್ಕಳಿಗೆ ಆಸ್ತಿ ಮಾಡದೇ, ಉತ್ತಮ ಶಿಕ್ಷಣ ನೀಡಿ ಮಕ್ಕಳನ್ನೇ ಆಸ್ತಿಯನ್ನಾಗಿ ಮಾಡಿ ಎಂದರು. xyxy=(181,585,314,669)
photo-yuva-event xyxy=(245,1165,703,1353)
article-paragraph: ನಗರದ ತಾಲೂಕು ಕ್ರೀಡಾಂಗಣದಲ್ಲಿ ಮೊಹ್ಮದ ಪೈಗಂಬರ್ ಅವರ 1500ನೇ ಜಯಂತಿ ಪ್ರಯುಕ್ತ ವಿಶ್ವ ಶಾಂತಿ ಸಂದೇಶದ ಸಮ್ಮೇಳನ ಅತ್ಯಂತ ಸಂಭ್ರಮದಿಂದ ನಡೆಯಿತು. xyxy=(610,318,770,366)
person-figure xyxy=(531,460,552,556)
byline-bullet-icon: ● xyxy=(15,417,21,428)
article-ganja-headline: ಅರಣ್ಯ ಪ್ರದೇಶದಲ್ಲಿ ಗಾಂಜಾ ಬೆಳೆಯುತ್ತಿದ್ದರೆ ಅಂತಹವರ ವಿರುದ್ಧ ಕ್ರಮ ತೆಗೆದುಕೊಳ್ಳಿ - ಜಿಲ್ಲಾಧಿಕಾರಿ xyxy=(15,119,578,195)
byline-bullet-icon: ● xyxy=(717,752,723,763)
article-paragraph: ಅರಣ್ಯ ಪ್ರದೇಶದಲ್ಲಿ ಗಾಂಜಾ ಬೆಳೆಯುವುದು ಕಂಡು ಬಂದರೆ ಅಂತಹವರ ವಿರುದ್ಧ ಕಾನೂನು ಕ್ರಮ ಜರುಗಿಸಬೇಕೆಂದು ಜಿಲ್ಲಾಧಿಕಾರಿ ಡಾ. ಸುರೇಶ ಬಿ. ಇಟ್ನಾಳ್ ಅವರು ಉಪ ಅರಣ್ಯ ಸಂರಕ್ಷಣಾಧಿಕಾರಿಗೆ ಸೂಚನೆ ನೀಡಿದರು. xyxy=(15,225,154,285)
article-paragraph: ಜಿಲ್ಲೆಯ ಎಲ್ಲಾ ಜಿಲ್ಲಾಮಟ್ಟದ ಅಧಿಕಾರಿಗಳು ಸ್ವ ಇಚ್ಛೆಯಿಂದ ಜಿಲ್ಲಾ ಕ್ಷಯರೋಗ ನಿರ್ಮೂಲನಾ ಕಾರ್ಯಕ್ರಮದಡಿ ನಿಕ್ಷಯ್ ಮಿತ್ರರಾಗಿ ಕೈ ಜೋಡಿಸಬೇಕು ಎಂದು ಜಿಲ್ಲಾಧಿಕಾರಿಗಳು ಮನವಿ ಮಾಡಿದರು. xyxy=(717,1241,940,1276)
person-figure xyxy=(745,199,768,272)
person-figure xyxy=(893,196,919,272)
photo-adarsha-event xyxy=(181,417,599,579)
article-paragraph: ಅಹಿಂಸೆ ದಿನವಾಗಿದೆ. ಆದರೆ ಶಾಂತಿ ಕೆದಕುವ ಕೆಲಸ ಮಾಡುತ್ತಿದ್ದಾರೆ. ರಾಜಕಾರಣಕ್ಕಾಗಿ ಧರ್ಮ ಕೆಡಿಸುವ ಕೆಲಸ ಮಾಡುತ್ತಿದ್ದಾರೆ. ಇಂದು ರಾಜಕಾರಣಕ್ಕೆ ಧರ್ಮ ದಂಗಲ್ ಮಾಡಲು ಕೆಲವರು ಯತ್ನಿಸುತ್ತಿದ್ದಾರೆ. ಈ ವೇಳೆ ನಾವು ಶಾಂತಿ ಮಂತ್ರ ಜಪಿಸಬೇಕಾಗಿದೆ ಎಂದರು. xyxy=(780,303,940,363)
person-figure xyxy=(199,463,220,556)
social-links xyxy=(658,67,803,99)
header-red-rule xyxy=(0,107,945,110)
article-paragraph: ಅವರು ಕಚೇರಿ ಸಭಾಂಗಣದಲ್ಲಿ ಜಿಲ್ಲೆಯ ವಿವಿಧ ಇಲಾಖೆಗಳ ಪ್ರಗತಿ ಪರಿಶೀಲನಾ ಸಭೆಯ ಅಧ್ಯಕ್ಷತೆ ವಹಿಸಿ ಮಾತನಾಡಿದರು. ಸಾರ್ವಜನಿಕರಿಂದ ಬರುವ ಅಹವಾಲುಗಳನ್ನು ಸಕಾಲದಲ್ಲಿ ವಿಲೇವಾರಿ ಮಾಡಬೇಕು. ಕುಡಿಯುವ ನೀರು, ಶಿಕ್ಷಣ, ಆರೋಗ್ಯ, ಪಿಂಚಣಿ ಸೇರಿದಂತೆ ವಿವಿಧ ಇಲಾಖೆಗಳ ಕಾಮಗಾರಿಗಳ ಪ್ರಗತಿ ಕುರಿತು ಅಧಿಕಾರಿಗಳಿಂದ ಮಾಹಿತಿ ಪಡೆದರು. xyxy=(163,210,302,307)
byline-bullet-icon: ● xyxy=(717,1225,723,1236)
website-link[interactable]: > https://www.suddimoola.in xyxy=(182,70,317,81)
article-ganja-body: ●ಸುದ್ದಿಮೂಲ ವಾರ್ತೆ, ಕೊಪ್ಪಳ, ಅ. 19: ಅರಣ್ಯ ಪ್ರದೇಶದಲ್ಲಿ ಗಾಂಜಾ ಬೆಳೆಯುವುದು ಕಂಡು ಬಂದರೆ ಅಂತಹವರ ವಿರುದ್ಧ ಕಾನೂನು ಕ್ರಮ ಜರುಗಿಸಬೇಕೆಂದು ಜಿಲ್ಲಾಧಿಕಾರಿ ಡಾ. ಸುರೇಶ ಬಿ. ಇಟ್ನಾಳ್ ಅವರು ಉಪ ಅರಣ್ಯ ಸಂರಕ್ಷಣಾಧಿಕಾರಿಗೆ ಸೂಚನೆ ನೀಡಿದರು. ಅವರು ಕಚೇರಿ ಸಭಾಂಗಣದಲ್ಲಿ ಜಿಲ್ಲೆಯ ವಿವಿಧ ಇಲಾಖೆಗಳ ಪ್ರಗತಿ ಪರಿಶೀಲನಾ ಸಭೆಯ ಅಧ್ಯಕ್ಷತೆ ವಹಿಸಿ ಮಾತನಾಡಿದರು. ಸಾರ್ವಜನಿಕರಿಂದ ಬರುವ ಅಹವಾಲುಗಳನ್ನು ಸಕಾಲದಲ್ಲಿ ವಿಲೇವಾರಿ ಮಾಡಬೇಕು. ಕುಡಿಯುವ ನೀರು, ಶಿಕ್ಷಣ, ಆರೋಗ್ಯ, ಪಿಂಚಣಿ ಸೇರಿದಂತೆ ವಿವಿಧ ಇಲಾಖೆಗಳ ಕಾಮಗಾರಿಗಳ ಪ್ರಗತಿ ಕುರಿತು ಅಧಿಕಾರಿಗಳಿಂದ ಮಾಹಿತಿ ಪಡೆದರು. ಮಾದಕ ವಸ್ತುಗಳ ದುಷ್ಪರಿಣಾಮಗಳ ಕುರಿತು ಶಾಲಾ-ಕಾಲೇಜುಗಳಲ್ಲಿ, ಶಿಕ್ಷಣ ಸಂಸ್ಥೆಗಳು ಹಾಗೂ ಗ್ರಾಮೀಣ ಪ್ರದೇಶಗಳಲ್ಲಿ ಜಾಗೃತಿ ಕಾರ್ಯಕ್ರಮ ಹಮ್ಮಿಕೊಳ್ಳಬೇಕು. ದುಶ್ಚಟಗಳಿಂದ ದೂರ ಇರಲು ವಿದ್ಯಾರ್ಥಿಗಳಿಗೆ ತಿಳಿಸಬೇಕು ಎಂದು ಸೂಚಿಸಿದರು. ಸಭೆಯಲ್ಲಿ ಸೂಕ್ತ ಸ್ಥಳಗಳಲ್ಲಿ ಮುಂಜಾಗ್ರತಾ ಕ್ರಮ ವಹಿಸುವಂತೆ ತಿಳಿಸಿದರು. ಈ ಸಂದರ್ಭದಲ್ಲಿ ಜಿಲ್ಲಾ ಪಂಚಾಯತ್ ಮುಖ್ಯ ಕಾರ್ಯನಿರ್ವಾಹಕ ಅಧಿಕಾರಿ, ಅಪರ ಜಿಲ್ಲಾಧಿಕಾರಿ, ವಿವಿಧ ಇಲಾಖೆಗಳ ಜಿಲ್ಲಾ ಮಟ್ಟದ ಅಧಿಕಾರಿಗಳು ಹಾಗೂ ಸಿಬ್ಬಂದಿ ಉಪಸ್ಥಿತರಿದ್ದರು. ಈ ಸಮಯದಲ್ಲಿ ಅಧಿಕಾರಿಗಳಿಗೆ ಅಗತ್ಯ ಸೂಚನೆಗಳನ್ನು ನೀಡಿದರು. xyxy=(15,209,598,307)
epaper-link[interactable]: > https://epaper.suddimoola.in xyxy=(182,85,326,96)
person-figure xyxy=(232,460,253,556)
article-child-marriage-headline: ಬಾಲ್ಯ ವಿವಾಹ ಮಾಡಿದ ಅಪರಾಧಿಗಳಿಗೆ ಶಿಕ್ಷೆ ಪ್ರಕಟ xyxy=(717,730,921,745)
photo-shadow xyxy=(182,549,598,578)
article-paragraph: ಕೊಪ್ಪಳ ಜಿಲ್ಲಾ ಗ್ಯಾರಂಟಿ ಯೋಜನೆಗಳ ಅನುಷ್ಠಾನ ಪ್ರಾಧಿಕಾರದ ಅಧ್ಯಕ್ಷರಾದ ರೆಡ್ಡಿ ಶ್ರೀನಿವಾಸ ಅವರು ಮಾತನಾಡಿ, ಯುವಜನೋತ್ಸವ ಕಾರ್ಯಕ್ರಮದಲ್ಲಿ ಯುವ ಜನತೆ ಹೆಚ್ಚಿನ ಸಂಖ್ಯೆಯಲ್ಲಿ ಭಾಗವಹಿಸಿ ತಮ್ಮ ಪ್ರತಿಭೆಯನ್ನು ಪ್ರದರ್ಶಿಸಬೇಕು ಎಂದರು. xyxy=(245,1359,703,1434)
article-nikshay-headline: ಜಿಲ್ಲಾ ಮಟ್ಟದ ಅಧಿಕಾರಿಗಳು ನಿಶ್ಚಯ್ ಮಿತ್ರರಾ ಗಿ ಕೈ ಜೋಡಿಸಲು ಜಿಲ್ಲಾಧಿಕಾರಿಗಳ ಮನವಿ xyxy=(717,1181,926,1217)
facebook-link[interactable]: f facebook.com/Suddi Moola xyxy=(658,67,803,83)
section-divider xyxy=(15,721,940,722)
article-paragraph: ನಮ್ಮ ರಾಜ್ಯ ಸರ್ಕಾರ ಯುವ ಸಬಲೀಕರಣಕ್ಕಾಗಿ ಯುವಜನೋತ್ಸವ ದಂತಹ ಕಾರ್ಯಕ್ರಮಗಳನ್ನು ಹಮ್ಮಿಕೊಳ್ಳುತ್ತಿದೆ. ಯುವಜನರಲ್ಲಿರುವ ಜನಪದ ಕಲೆ, ಸಾಹಿತ್ಯ ಮತ್ತು ಕ್ರೀಡೆಯಂತಹ ಪ್ರತಿಭೆಗಳನ್ನು ಗುರುತಿಸಲು ಯುವಜನೋತ್ಸವ ಕಾರ್ಯಕ್ರಮವು ಒಂದು ಉತ್ತಮ ವೇದಿಕೆಯಾಗಿದೆ ಎಂದು ಕೊಪ್ಪಳ ಶಾಸಕರಾದ ಕೆ.ರಾಘವೇಂದ್ರ ಹಿಟ್ನಾಳ್ ಹೇಳಿದರು. xyxy=(15,1181,225,1241)
article-paragraph: ಯುವ ಜನತೆಯ ಶಕ್ತಿ ಹಾಗೂ ಅವರ ಪ್ರತಿಭೆಯನ್ನು ಪ್ರದರ್ಶಿಸಲು ಈ ಯುವಜನೋತ್ಸವ ಕಾರ್ಯಕ್ರಮ ಒಂದು ಉತ್ತಮ ವೇದಿಕೆಯಾಗಿದೆ. ನಮ್ಮ ಜಿಲ್ಲೆಯ ಯುವ ಪ್ರತಿಭೆಗಳು ವಿವಿಧ ಸಾಂಸ್ಕೃತಿಕ ಮತ್ತು ಕಲಾತ್ಮಕ ಸ್ಪರ್ಧೆಯಲ್ಲಿ ಭಾಗವಹಿಸಿ ರಾಜ್ಯ ಹಾಗೂ ರಾಷ್ಟ್ರಮಟ್ಟದಲ್ಲಿ ಹೆಸರು ಗಳಿಸಬೇಕು ಎಂದರು. xyxy=(245,1359,469,1406)
person-figure xyxy=(332,461,353,555)
person-figure xyxy=(432,461,453,555)
twitter-link[interactable]: twitter.com/@suddimoola22 xyxy=(658,83,803,99)
person-figure xyxy=(298,458,319,556)
article-protest-body: ●ಸುದ್ದಿಮೂಲ ವಾರ್ತೆ, ಕೊಪ್ಪಳ, ಅ. 19: ದೈಹಿಕ ಆರೋಗ್ಯ ಎಷ್ಟು ಮುಖ್ಯವೋ ಮಾನಸಿಕ ಆರೋಗ್ಯವೂ ಅಷ್ಟೇ ಮುಖ್ಯವಾಗಿದೆ. ದೈಹಿಕ ಮತ್ತು ಮಾನಸಿಕ ಇವು ಒಂದೇ ನಾಣ್ಯದ ಎರಡು ಮುಖಗಳಿದ್ದಂತೆ. ಇವೆರಡರ ಸಮತೋಲನ ಕಾಪಾಡಿಕೊಂಡು ಹೋಗಬೇಕು ಎಂದು ಸಿವಿಲ್ ನ್ಯಾಯಾಧೀಶರು ಹಾಗೂ ಜಿಲ್ಲಾ ಕಾನೂನು ಸೇವೆಗಳ ಪ್ರಾಧಿಕಾರದ ಸದಸ್ಯ ಕಾರ್ಯದರ್ಶಿ ಹೇಳಿದರು. ಖಿನ್ನತೆಗೆ ಒಳಗಾದವರು ಹತಾಶರಾಗದೇ ಧೈರ್ಯದಿಂದ ಮುಂದೆ ಬರಬೇಕು. ಆರೋಗ್ಯ ಮತ್ತು ಕುಟುಂಬ ಕಲ್ಯಾಣ ಇಲಾಖೆ ಹಮ್ಮಿಕೊಂಡ ಕಾರ್ಯಕ್ರಮದಲ್ಲಿ 14416 ಸಹಾಯವಾಣಿ ಕುರಿತು ಮಾಹಿತಿ ನೀಡಲಾಯಿತು. ಮಾನಸಿಕ ಆರೋಗ್ಯದ ಮಹತ್ವ ಕುರಿತು ಜಾಗೃತಿ ಮೂಡಿಸಲಾಯಿತು. ಮುಂಜಾಗ್ರತಾ ಕ್ರಮಗಳ ಕುರಿತು ವಿವಿಧ ಉಪನ್ಯಾಸಗಳ ಮೂಲಕ ಮಾಹಿತಿ ನೀಡಿದರು. ಕಾರ್ಯಕ್ರಮದಲ್ಲಿ ಜಿಲ್ಲಾ ಆರೋಗ್ಯ ಮತ್ತು ಕುಟುಂಬ ಕಲ್ಯಾಣ ಅಧಿಕಾರಿಗಳು, ವೈದ್ಯರು, ಆಶಾ ಕಾರ್ಯಕರ್ತೆಯರು, ಸಿಬ್ಬಂದಿ ಹಾಗೂ ಸಾರ್ವಜನಿಕರು ಉಪಸ್ಥಿತರಿದ್ದರು. ವಿವಿಧ ವಿಭಾಗಗಳ ವಿದ್ಯಾರ್ಥಿಗಳು ಭಾಗವಹಿಸಿದ್ದರು. ಮನೋವೈದ್ಯರು ವಿಶೇಷ ಉಪನ್ಯಾಸ ನೀಡಿದರು. xyxy=(343,764,703,901)
